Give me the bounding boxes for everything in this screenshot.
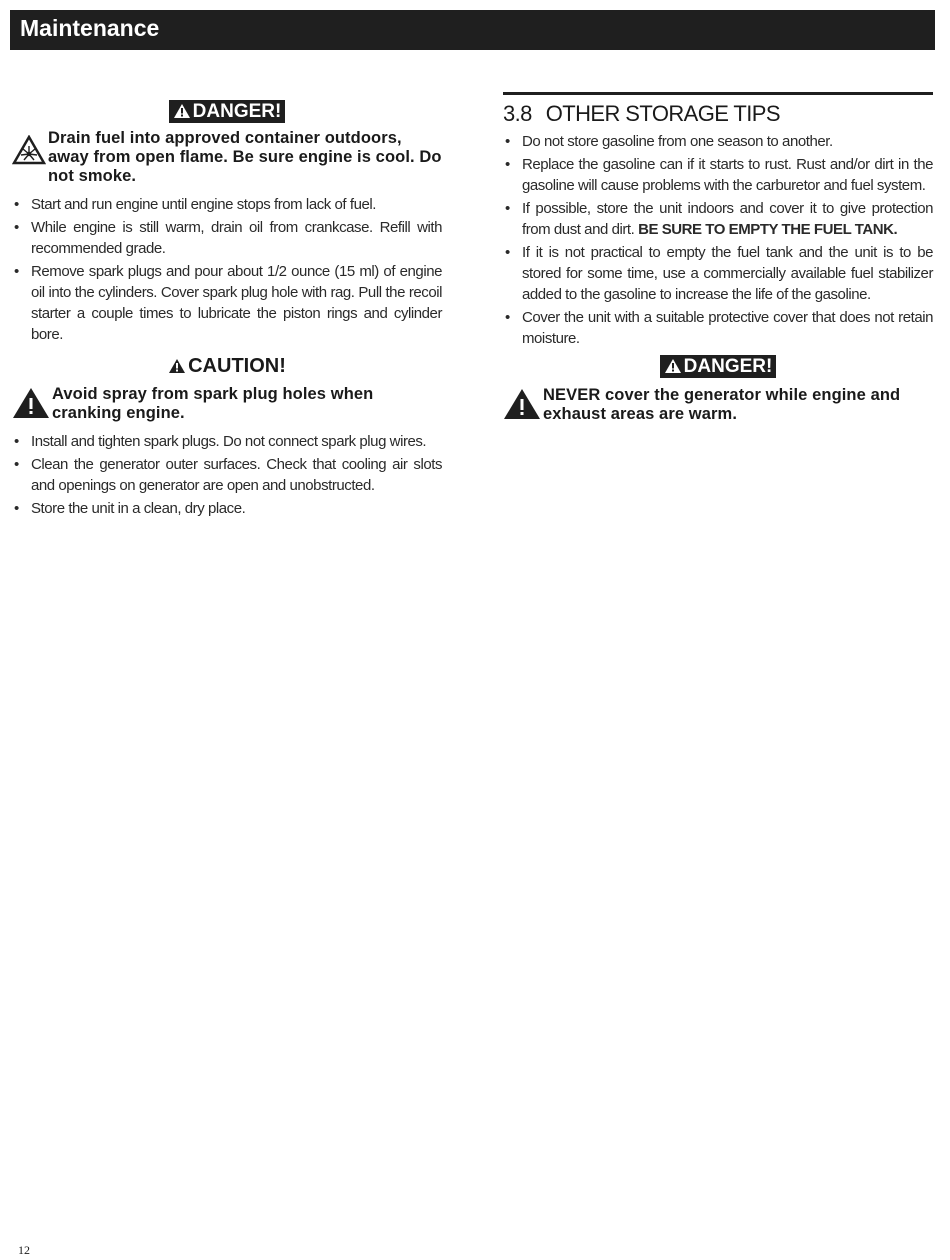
list-item-text: If possible, store the unit indoors and cover it to give protection from dust and dirt.	[522, 200, 933, 238]
exclamation-triangle-icon	[12, 387, 50, 419]
section-title: OTHER STORAGE TIPS	[545, 101, 780, 126]
list-item	[503, 242, 933, 305]
page-title: Maintenance	[20, 15, 160, 41]
warning-triangle-icon	[664, 358, 682, 374]
danger-badge	[660, 355, 777, 378]
section-number: 3.8	[503, 101, 532, 126]
storage-steps-list	[12, 431, 442, 519]
list-item: • Clean the generator outer surfaces. Check that cooling air slots and openings on generator are open and unobstructed.	[12, 454, 442, 496]
danger-signal	[12, 100, 442, 123]
emphasis-text: BE SURE TO EMPTY THE FUEL TANK.	[638, 221, 898, 238]
danger-label: DANGER!	[192, 101, 282, 122]
caution-warning	[12, 385, 442, 423]
exclamation-triangle-icon	[503, 388, 541, 420]
caution-signal	[12, 355, 442, 377]
warning-triangle-icon	[173, 103, 191, 119]
page-number: 12	[18, 1243, 30, 1257]
storage-tips-list	[503, 131, 933, 349]
caution-label: CAUTION!	[188, 355, 286, 377]
list-item: • Start and run engine until engine stops from lack of fuel.	[12, 194, 442, 215]
danger-warning	[503, 386, 933, 424]
list-item	[503, 131, 933, 152]
caution-heading	[168, 355, 286, 377]
list-item-text: Do not store gasoline from one season to another.	[522, 133, 833, 150]
list-item	[503, 154, 933, 196]
list-item-text: Cover the unit with a suitable protective cover that does not retain moisture.	[522, 309, 933, 347]
danger-badge	[169, 100, 286, 123]
list-item: • Remove spark plugs and pour about 1/2 ounce (15 ml) of engine oil into the cylinders. Cover spark plug hole with rag. Pull the recoil starter a couple times to lubricate the piston rings and cylinder bore.	[12, 261, 442, 345]
list-item: • While engine is still warm, drain oil from crankcase. Refill with recommended grade.	[12, 217, 442, 259]
section-divider	[503, 92, 933, 95]
right-column	[503, 92, 933, 424]
list-item: • Store the unit in a clean, dry place.	[12, 498, 442, 519]
header-bar	[10, 10, 935, 50]
preparation-steps-list	[12, 194, 442, 345]
danger-label: DANGER!	[683, 356, 773, 377]
danger-warning-text: NEVER cover the generator while engine and exhaust areas are warm.	[543, 386, 901, 423]
list-item-text: Replace the gasoline can if it starts to rust. Rust and/or dirt in the gasoline will cause problems with the carburetor and fuel system.	[522, 156, 933, 194]
warning-triangle-icon	[168, 358, 186, 374]
section-heading	[503, 101, 933, 127]
list-item-text: If it is not practical to empty the fuel tank and the unit is to be stored for some time, use a commercially available fuel stabilizer added to the gasoline to increase the life of the gasoline.	[522, 244, 933, 303]
left-column	[12, 100, 442, 521]
list-item: • Install and tighten spark plugs. Do not connect spark plug wires.	[12, 431, 442, 452]
list-item	[503, 307, 933, 349]
list-item	[503, 198, 933, 240]
danger-warning	[12, 129, 442, 186]
caution-warning-text: Avoid spray from spark plug holes when cranking engine.	[52, 385, 374, 422]
danger-signal	[503, 355, 933, 378]
explosion-hazard-icon	[12, 135, 46, 165]
danger-warning-text: Drain fuel into approved container outdoors, away from open flame. Be sure engine is cool. Do not smoke.	[48, 129, 442, 185]
